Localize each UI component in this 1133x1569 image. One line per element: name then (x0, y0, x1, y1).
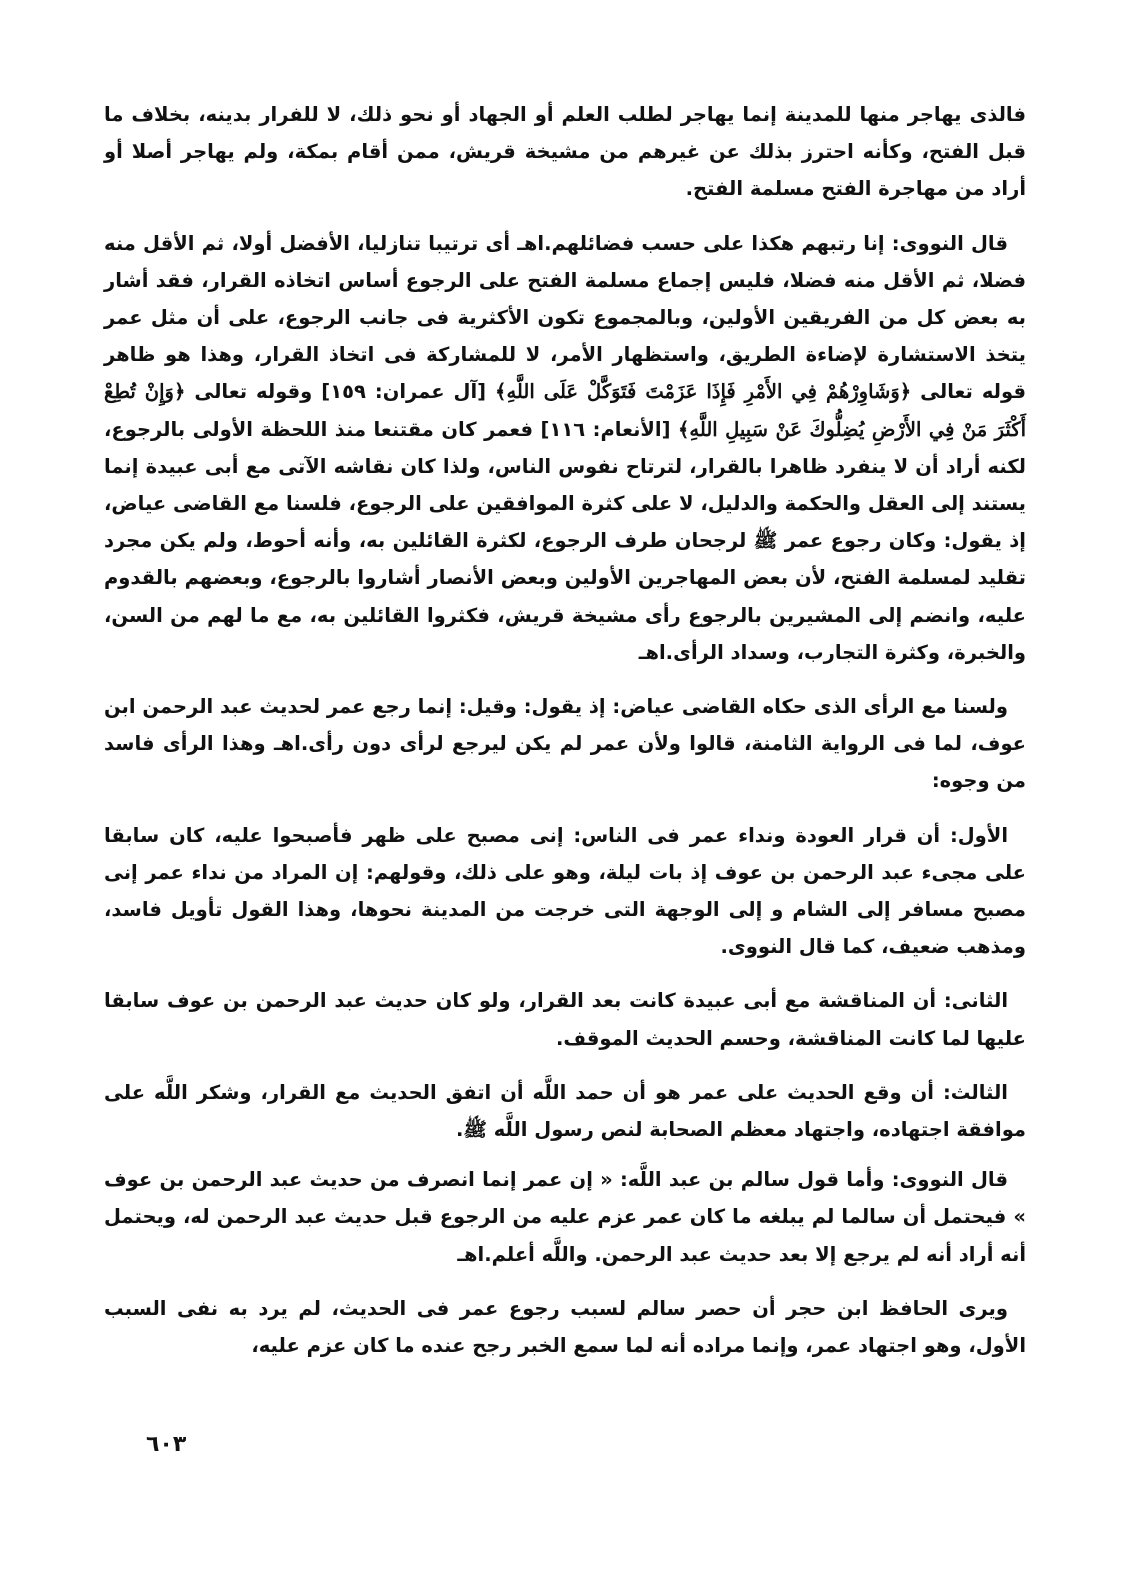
paragraph-3: ولسنا مع الرأى الذى حكاه القاضى عياض: إذ يقول: وقيل: إنما رجع عمر لحديث عبد الرحمن ابن عوف، لما فى الرواية الثامنة، قالوا ولأن عمر لم يكن ليرجع لرأى دون رأى.اهـ وهذا الرأى فاسد من وجوه: (104, 695, 1026, 793)
paragraph-7-nawawi-quote: قال النووى: وأما قول سالم بن عبد اللَّه: « إن عمر إنما انصرف من حديث عبد الرحمن بن عوف » فيحتمل أن سالما لم يبلغه ما كان عمر عزم عليه من الرجوع قبل حديث عبد الرحمن له، ويحتمل أنه أراد أنه لم يرجع إلا بعد حديث عبد الرحمن. واللَّه أعلم.اهـ (104, 1168, 1026, 1266)
paragraph-2-continuation: [الأنعام: ١١٦] فعمر كان مقتنعا منذ اللحظة الأولى بالرجوع، لكنه أراد أن لا ينفرد ظاهرا بالقرار، لترتاح نفوس الناس، ولذا كان نقاشه الآتى مع أبى عبيدة إنما يستند إلى العقل والحكمة والدليل، لا على كثرة الموافقين على الرجوع، فلسنا مع القاضى عياض، إذ يقول: وكان رجوع عمر ﷺ لرجحان طرف الرجوع، لكثرة القائلين به، وأنه أحوط، ولم يكن مجرد تقليد لمسلمة الفتح، لأن بعض المهاجرين الأولين وبعض الأنصار أشاروا بالرجوع، وبعضهم بالقدوم عليه، وانضم إلى المشيرين بالرجوع رأى مشيخة قريش، فكثروا القائلين به، مع ما لهم من السن، والخبرة، وكثرة التجارب، وسداد الرأى.اهـ (104, 417, 1026, 664)
quran-verse-al-anam-116: ﴿وَإِنْ تُطِعْ أَكْثَرَ مَنْ فِي الأَرْضِ يُضِلُّوكَ عَنْ سَبِيلِ اللَّهِ﴾ (104, 380, 1026, 441)
paragraph-1: فالذى يهاجر منها للمدينة إنما يهاجر لطلب العلم أو الجهاد أو نحو ذلك، لا للفرار بدينه، بخلاف ما قبل الفتح، وكأنه احترز بذلك عن غيرهم من مشيخة قريش، ممن أقام بمكة، ولم يهاجر أصلا أو أراد من مهاجرة الفتح مسلمة الفتح. (104, 103, 1026, 201)
paragraph-4-first-point: الأول: أن قرار العودة ونداء عمر فى الناس: إنى مصبح على ظهر فأصبحوا عليه، كان سابقا على مجىء عبد الرحمن بن عوف إذ بات ليلة، وهو على ذلك، وقولهم: إن المراد من نداء عمر إنى مصبح مسافر إلى الشام و إلى الوجهة التى خرجت من المدينة نحوها، وهذا القول تأويل فاسد، ومذهب ضعيف، كما قال النووى. (104, 823, 1026, 959)
verse-reference-al-imran: [آل عمران: ١٥٩] وقوله تعالى (185, 380, 496, 404)
page-number: ٦٠٣ (146, 1432, 187, 1457)
paragraph-8-ibn-hajar: ويرى الحافظ ابن حجر أن حصر سالم لسبب رجوع عمر فى الحديث، لم يرد به نفى السبب الأول، وهو اجتهاد عمر، وإنما مراده أنه لما سمع الخبر رجح عنده ما كان عزم عليه، (104, 1296, 1026, 1358)
paragraph-2-intro: قال النووى: إنا رتبهم هكذا على حسب فضائلهم.اهـ أى ترتيبا تنازليا، الأفضل أولا، ثم الأقل منه فضلا، ثم الأقل منه فضلا، فليس إجماع مسلمة الفتح على الرجوع أساس اتخاذه القرار، فقد أشار به بعض كل من الفريقين الأولين، وبالمجموع تكون الأكثرية فى جانب الرجوع، على أن مثل عمر يتخذ الاستشارة لإضاءة الطريق، واستظهار الأمر، لا للمشاركة فى اتخاذ القرار، وهذا هو ظاهر قوله تعالى (104, 231, 1026, 404)
paragraph-6-third-point: الثالث: أن وقع الحديث على عمر هو أن حمد اللَّه أن اتفق الحديث مع القرار، وشكر اللَّه على موافقة اجتهاده، واجتهاد معظم الصحابة لنص رسول اللَّه ﷺ. (104, 1080, 1026, 1142)
paragraph-5-second-point: الثانى: أن المناقشة مع أبى عبيدة كانت بعد القرار، ولو كان حديث عبد الرحمن بن عوف سابقا عليها لما كانت المناقشة، وحسم الحديث الموقف. (104, 989, 1026, 1050)
page-body (104, 96, 1026, 1381)
quran-verse-al-imran-159: ﴿وَشَاوِرْهُمْ فِي الأَمْرِ فَإِذَا عَزَمْتَ فَتَوَكَّلْ عَلَى اللَّهِ﴾ (495, 380, 912, 404)
paragraph-2 (104, 225, 1026, 671)
